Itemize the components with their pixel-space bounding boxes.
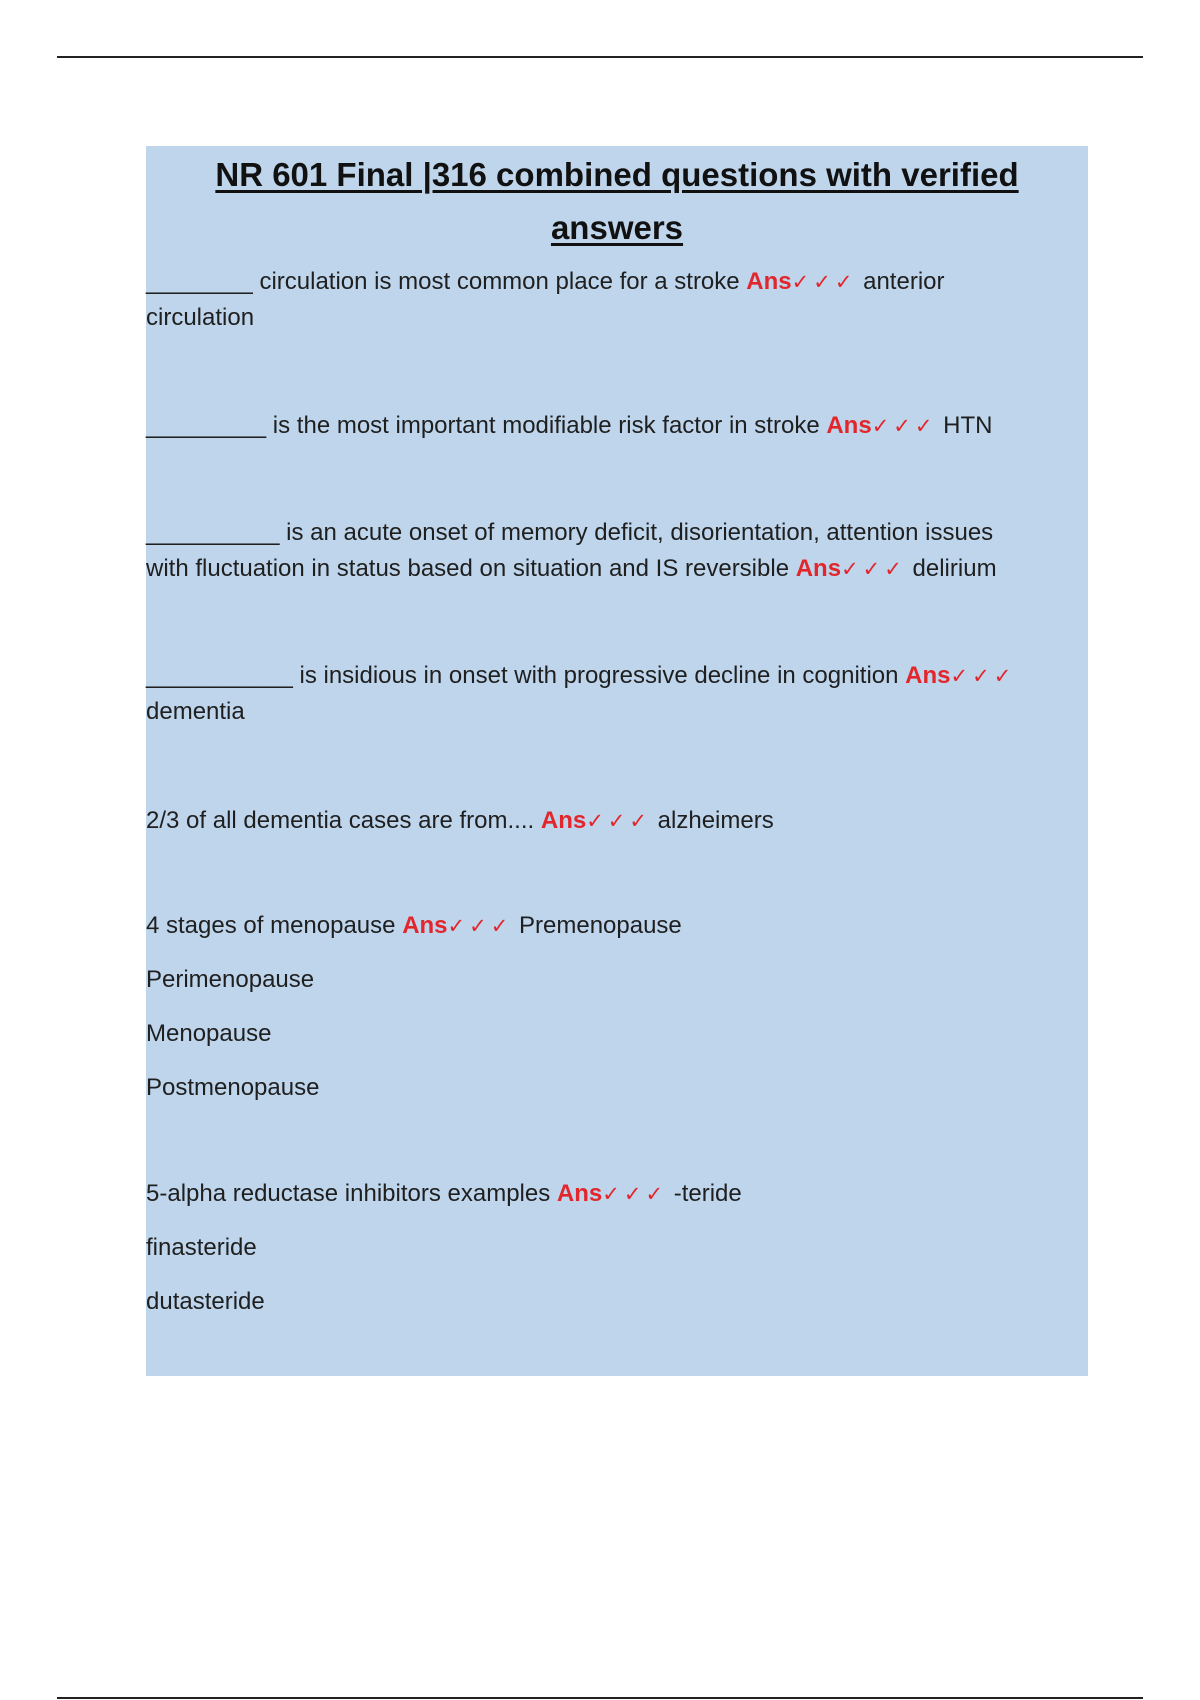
document-panel (146, 146, 1088, 1376)
check-icon: ✓✓✓ (791, 270, 857, 294)
qa-line (146, 1176, 1088, 1212)
ans-label: Ans (905, 662, 951, 689)
ans-label: Ans (540, 807, 587, 834)
check-icon: ✓✓✓ (871, 414, 937, 438)
answer-continued: dementia (146, 698, 245, 725)
answer-list-item: dutasteride (146, 1288, 265, 1315)
qa-item-4 (146, 658, 1088, 730)
title-line-1: NR 601 Final |316 combined questions with verified (215, 156, 1019, 193)
answer-list-item: Perimenopause (146, 966, 315, 993)
answer-text: anterior (863, 268, 945, 295)
answer-list-item: Postmenopause (146, 1074, 320, 1101)
qa-line (146, 803, 1088, 839)
check-icon: ✓✓✓ (950, 664, 1016, 688)
check-icon: ✓✓✓ (447, 914, 513, 938)
answer-text: alzheimers (657, 807, 774, 834)
qa-item-6 (146, 908, 1088, 1106)
question-text: ________ circulation is most common place for a stroke (146, 268, 740, 295)
answer-text: HTN (943, 412, 993, 439)
question-text: 2/3 of all dementia cases are from.... (146, 807, 535, 834)
question-line-1: __________ is an acute onset of memory deficit, disorientation, attention issues (146, 519, 994, 546)
qa-line (146, 658, 1088, 694)
ans-label: Ans (746, 268, 792, 295)
answer-text: -teride (673, 1180, 742, 1207)
qa-item-1 (146, 264, 1088, 336)
question-text: with fluctuation in status based on situation and IS reversible (146, 555, 790, 582)
qa-item-2 (146, 408, 1088, 444)
check-icon: ✓✓✓ (602, 1182, 668, 1206)
answer-list-item: finasteride (146, 1234, 257, 1261)
header-rule (57, 56, 1143, 58)
ans-label: Ans (795, 555, 842, 582)
question-text: 4 stages of menopause (146, 912, 396, 939)
qa-line (146, 551, 1088, 587)
qa-line (146, 408, 1088, 444)
title-line-2: answers (550, 209, 684, 246)
qa-item-7 (146, 1176, 1088, 1320)
question-text: ___________ is insidious in onset with progressive decline in cognition (146, 662, 899, 689)
check-icon: ✓✓✓ (841, 557, 906, 581)
answer-list-item: Menopause (146, 1020, 272, 1047)
qa-line (146, 908, 1088, 944)
question-text: _________ is the most important modifiable risk factor in stroke (146, 412, 820, 439)
qa-item-5 (146, 803, 1088, 839)
ans-label: Ans (826, 412, 872, 439)
footer-rule (57, 1697, 1143, 1699)
question-text: 5-alpha reductase inhibitors examples (146, 1180, 551, 1207)
check-icon: ✓✓✓ (586, 809, 651, 833)
answer-text: delirium (912, 555, 997, 582)
answer-continued: circulation (146, 304, 255, 331)
ans-label: Ans (402, 912, 448, 939)
answer-text: Premenopause (519, 912, 682, 939)
qa-line (146, 264, 1088, 300)
qa-item-3 (146, 515, 1088, 587)
document-title (146, 148, 1088, 254)
ans-label: Ans (556, 1180, 603, 1207)
